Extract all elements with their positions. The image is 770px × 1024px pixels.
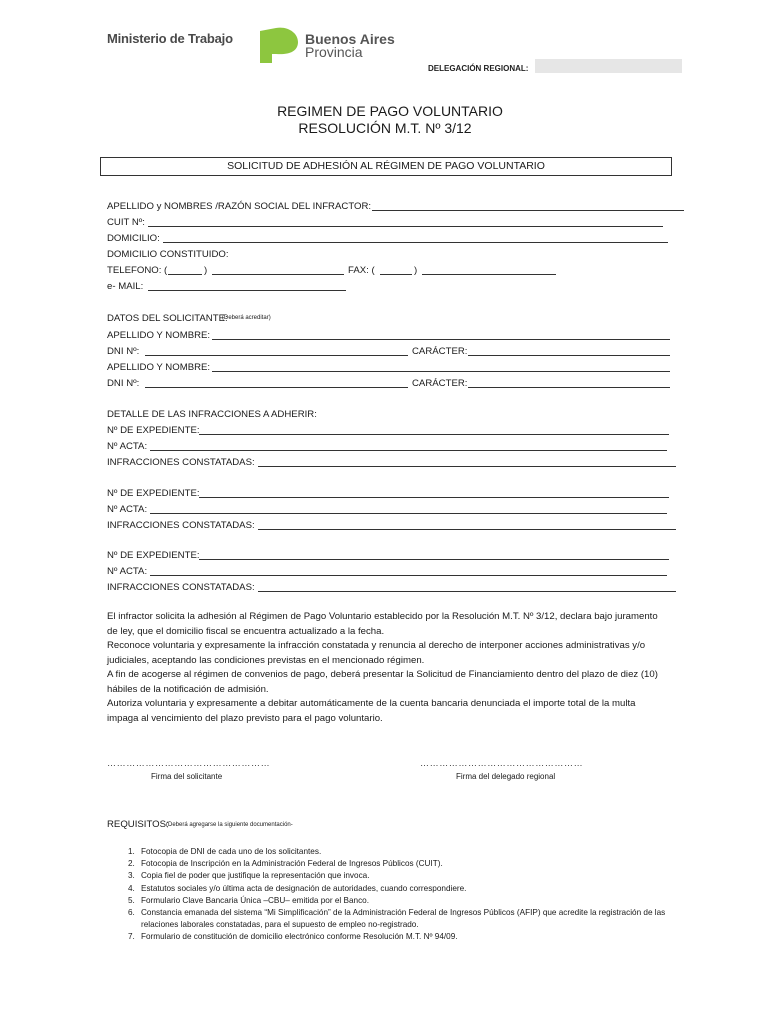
declaration-paragraph-2: Reconoce voluntaria y expresamente la infracción constatada y renuncia al derecho de interponer acciones administrativas y/o judiciales, aceptando las condiciones previstas en el mencionado régimen.: [107, 640, 646, 666]
requisitos-heading: REQUISITOS:: [107, 819, 169, 830]
caracter-solicitante1-field[interactable]: [468, 355, 670, 356]
caracter-solicitante2-label: CARÁCTER:: [412, 378, 468, 389]
expediente1-field[interactable]: [199, 434, 669, 435]
expediente2-field[interactable]: [199, 497, 669, 498]
buenos-aires-provincia-logo-icon: [258, 25, 300, 65]
apellido-infractor-field[interactable]: [372, 210, 684, 211]
list-item-number: 4.: [128, 883, 135, 893]
declaration-paragraph-3: A fin de acogerse al régimen de convenios de pago, deberá presentar la Solicitud de Financiamiento dentro del plazo de diez (10) hábiles de la notificación de admisión.: [107, 669, 658, 695]
dni-solicitante2-field[interactable]: [145, 387, 408, 388]
delegacion-regional-field[interactable]: [535, 59, 682, 73]
infracciones-heading: DETALLE DE LAS INFRACCIONES A ADHERIR:: [107, 409, 317, 420]
list-item-number: 1.: [128, 847, 135, 856]
document-title-line2: RESOLUCIÓN M.T. Nº 3/12: [298, 120, 472, 136]
solicitante-heading: DATOS DEL SOLICITANTE:: [107, 313, 228, 324]
caracter-solicitante1-label: CARÁCTER:: [412, 346, 468, 357]
list-item-text: Estatutos sociales y/o última acta de designación de autoridades, cuando correspondiere.: [141, 883, 467, 893]
list-item: [128, 846, 668, 858]
telefono-field[interactable]: [212, 274, 344, 275]
list-item-number: 5.: [128, 895, 135, 905]
dni-solicitante1-field[interactable]: [145, 355, 408, 356]
ministerio-de-trabajo-logo-text: Ministerio de Trabajo: [107, 31, 233, 46]
constatadas3-label: INFRACCIONES CONSTATADAS:: [107, 582, 255, 593]
expediente1-label: Nº DE EXPEDIENTE:: [107, 425, 200, 436]
apellido-solicitante2-label: APELLIDO Y NOMBRE:: [107, 362, 211, 373]
list-item-text: Formulario Clave Bancaria Única –CBU– emitida por el Banco.: [141, 895, 369, 905]
telefono-area-field[interactable]: [168, 274, 202, 275]
fax-area-field[interactable]: [380, 274, 412, 275]
constatadas1-field[interactable]: [258, 466, 676, 467]
list-item-number: 7.: [128, 932, 135, 942]
fax-paren-close: ): [414, 265, 418, 276]
list-item: [128, 870, 668, 882]
firma-delegado-line[interactable]: ……………………………………………: [420, 758, 584, 768]
list-item: [128, 858, 668, 870]
constatadas2-field[interactable]: [258, 529, 676, 530]
constatadas2-label: INFRACCIONES CONSTATADAS:: [107, 520, 255, 531]
brand-name-line1: Buenos Aires: [305, 31, 395, 47]
apellido-infractor-label: APELLIDO y NOMBRES /RAZÓN SOCIAL DEL INFRACTOR:: [107, 201, 372, 212]
acta3-field[interactable]: [150, 575, 667, 576]
fax-label: FAX: (: [348, 265, 375, 276]
cuit-field[interactable]: [148, 226, 663, 227]
requisitos-note: (Deberá agregarse la siguiente documentación-: [166, 822, 293, 828]
list-item: [128, 931, 668, 943]
acta1-label: Nº ACTA:: [107, 441, 148, 452]
declaration-text: [107, 610, 667, 726]
expediente3-label: Nº DE EXPEDIENTE:: [107, 550, 200, 561]
acta2-field[interactable]: [150, 513, 667, 514]
email-field[interactable]: [148, 290, 346, 291]
acta2-label: Nº ACTA:: [107, 504, 148, 515]
list-item-text: Fotocopia de Inscripción en la Administración Federal de Ingresos Públicos (CUIT).: [141, 859, 443, 869]
solicitante-note: (Deberá acreditar): [222, 315, 271, 321]
list-item: [128, 907, 668, 931]
dni-solicitante2-label: DNI Nº:: [107, 378, 140, 389]
list-item-number: 3.: [128, 871, 135, 881]
expediente2-label: Nº DE EXPEDIENTE:: [107, 488, 200, 499]
list-item: [128, 883, 668, 895]
firma-solicitante-line[interactable]: ……………………………………………: [107, 758, 271, 768]
telefono-paren-close: ): [204, 265, 208, 276]
domicilio-label: DOMICILIO:: [107, 233, 160, 244]
delegacion-regional-label: DELEGACIÓN REGIONAL:: [428, 64, 529, 73]
brand-name-line2: Provincia: [305, 44, 363, 60]
firma-delegado-label: Firma del delegado regional: [456, 772, 556, 781]
domicilio-field[interactable]: [163, 242, 668, 243]
email-label: e- MAIL:: [107, 281, 144, 292]
firma-solicitante-label: Firma del solicitante: [151, 772, 223, 781]
declaration-paragraph-1: El infractor solicita la adhesión al Régimen de Pago Voluntario establecido por la Resolución M.T. Nº 3/12, declara bajo juramento de ley, que el domicilio fiscal se encuentra actualizado a la fecha.: [107, 611, 658, 637]
domicilio-constituido-label: DOMICILIO CONSTITUIDO:: [107, 249, 229, 260]
list-item-text: Fotocopia de DNI de cada uno de los solicitantes.: [141, 847, 322, 856]
expediente3-field[interactable]: [199, 559, 669, 560]
list-item-text: Formulario de constitución de domicilio electrónico conforme Resolución M.T. Nº 94/09.: [141, 932, 458, 942]
cuit-label: CUIT Nº:: [107, 217, 145, 228]
list-item-number: 2.: [128, 859, 135, 869]
list-item-text: Copia fiel de poder que justifique la representación que invoca.: [141, 871, 370, 881]
form-section-title: SOLICITUD DE ADHESIÓN AL RÉGIMEN DE PAGO VOLUNTARIO: [100, 157, 672, 176]
caracter-solicitante2-field[interactable]: [468, 387, 670, 388]
declaration-paragraph-4: Autoriza voluntaria y expresamente a debitar automáticamente de la cuenta bancaria denunciada el importe total de la multa impaga al vencimiento del plazo previsto para el pago voluntario.: [107, 698, 636, 724]
apellido-solicitante1-field[interactable]: [212, 339, 670, 340]
requisitos-list: [128, 846, 668, 944]
list-item: [128, 895, 668, 907]
list-item-text: Constancia emanada del sistema “Mi Simplificación” de la Administración Federal de Ingresos Públicos (AFIP) que acredite la registración de las relaciones laborales constatadas, para el supuesto de empleo no-registrado.: [141, 908, 666, 930]
acta1-field[interactable]: [150, 450, 667, 451]
telefono-label: TELEFONO: (: [107, 265, 168, 276]
fax-field[interactable]: [422, 274, 556, 275]
apellido-solicitante2-field[interactable]: [212, 371, 670, 372]
constatadas1-label: INFRACCIONES CONSTATADAS:: [107, 457, 255, 468]
constatadas3-field[interactable]: [258, 591, 676, 592]
dni-solicitante1-label: DNI Nº:: [107, 346, 140, 357]
list-item-number: 6.: [128, 908, 135, 918]
document-title-line1: REGIMEN DE PAGO VOLUNTARIO: [277, 103, 503, 119]
acta3-label: Nº ACTA:: [107, 566, 148, 577]
apellido-solicitante1-label: APELLIDO Y NOMBRE:: [107, 330, 211, 341]
